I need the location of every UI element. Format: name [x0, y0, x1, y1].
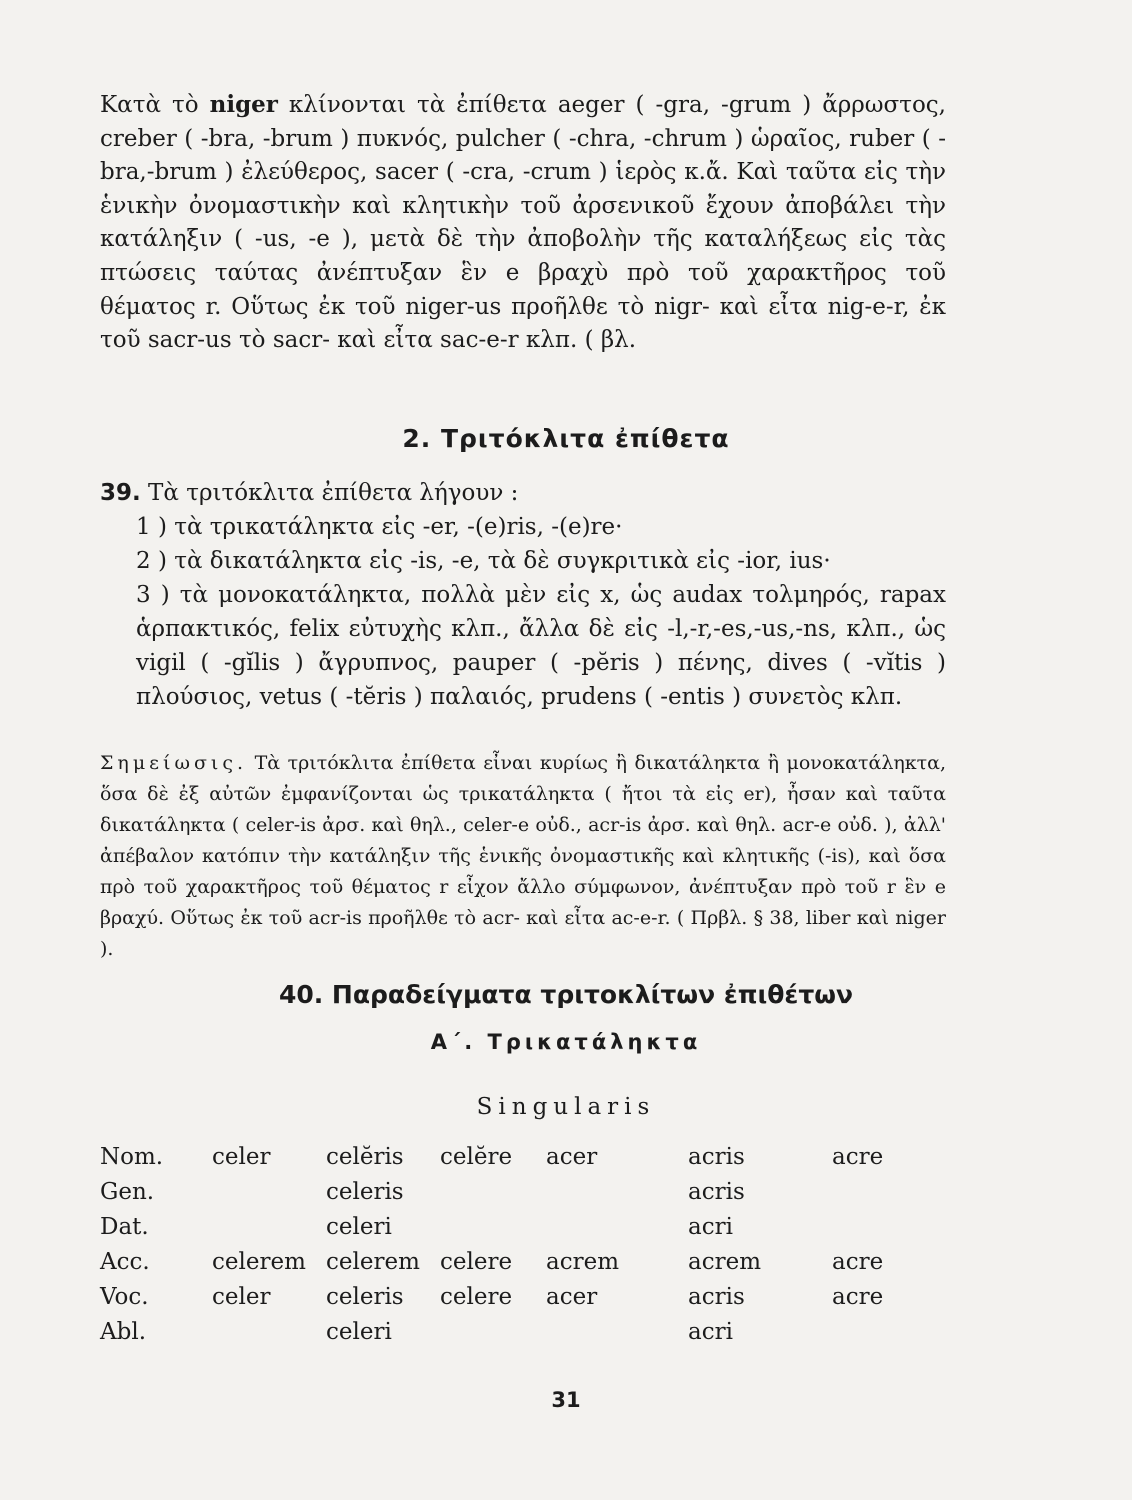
table-cell: celer: [212, 1144, 271, 1170]
section-39-item-1: 1 ) τὰ τρικατάληκτα εἰς -er, -(e)ris, -(e)re·: [136, 514, 623, 540]
table-case-label: Abl.: [100, 1319, 146, 1345]
table-cell: acrem: [546, 1249, 620, 1275]
table-cell: celeris: [326, 1284, 404, 1310]
table-cell: celere: [440, 1284, 513, 1310]
table-case-label: Voc.: [100, 1284, 149, 1310]
table-cell: acrem: [688, 1249, 762, 1275]
table-cell: acris: [688, 1144, 745, 1170]
section-39-lead: Τὰ τριτόκλιτα ἐπίθετα λήγουν :: [140, 480, 519, 506]
table-cell: celerem: [212, 1249, 306, 1275]
table-cell: celĕre: [440, 1144, 513, 1170]
table-case-label: Dat.: [100, 1214, 149, 1240]
table-cell: acer: [546, 1144, 598, 1170]
section-39-item-3: 3 ) τὰ μονοκατάληκτα, πολλὰ μὲν εἰς x, ὡς audax τολμηρός, rapax ἁρπακτικός, felix εὐτυχὴς κλπ., ἄλλα δὲ εἰς -l,-r,-es,-us,-ns, κλπ., ὡς vigil ( -gĭlis ) ἄγρυπνος, pauper ( -pĕris ) πένης, dives ( -vĭtis ) πλούσιος, vetus ( -tĕris ) παλαιός, prudens ( -entis ) συνετὸς κλπ.: [136, 582, 946, 710]
page-number: 31: [551, 1388, 581, 1412]
subheading-trikatalikta: Α΄. Τρικατάληκτα: [430, 1030, 702, 1054]
section-heading-2: 2. Τριτόκλιτα ἐπίθετα: [402, 424, 730, 453]
table-case-label: Gen.: [100, 1179, 155, 1205]
table-cell: acer: [546, 1284, 598, 1310]
note-paragraph: [100, 748, 946, 965]
table-cell: celer: [212, 1284, 271, 1310]
table-cell: acre: [832, 1144, 884, 1170]
table-case-label: Nom.: [100, 1144, 164, 1170]
intro-niger-bold: niger: [209, 91, 278, 118]
table-cell: celerem: [326, 1249, 420, 1275]
section-39-item-2: 2 ) τὰ δικατάληκτα εἰς -is, -e, τὰ δὲ συγκριτικὰ εἰς -ior, ius·: [136, 548, 831, 574]
singularis-label: Singularis: [476, 1094, 656, 1120]
intro-paragraph: [100, 88, 946, 358]
intro-text-3: . Οὕτως ἐκ τοῦ niger-us προῆλθε τὸ nigr- καὶ εἶτα nig-e-r, ἐκ τοῦ sacr-us τὸ sacr- καὶ εἶτα sac-e-r κλπ. ( βλ.: [100, 293, 946, 354]
table-cell: celeri: [326, 1214, 392, 1240]
table-cell: celĕris: [326, 1144, 404, 1170]
table-cell: celeris: [326, 1179, 404, 1205]
section-39-number: 39.: [100, 480, 141, 506]
table-cell: celere: [440, 1249, 513, 1275]
section-heading-40: 40. Παραδείγματα τριτοκλίτων ἐπιθέτων: [278, 980, 854, 1009]
section-39: [100, 476, 946, 714]
table-cell: acris: [688, 1179, 745, 1205]
section-39-lead-line: [100, 476, 946, 510]
table-cell: acre: [832, 1284, 884, 1310]
intro-text-1: Κατὰ τὸ: [100, 92, 210, 118]
note-label: Σημείωσις.: [100, 752, 248, 774]
table-cell: celeri: [326, 1319, 392, 1345]
table-cell: acris: [688, 1284, 745, 1310]
intro-r: r: [205, 293, 215, 320]
note-text: Τὰ τριτόκλιτα ἐπίθετα εἶναι κυρίως ἢ δικατάληκτα ἢ μονοκατάληκτα, ὅσα δὲ ἐξ αὐτῶν ἐμφανίζονται ὡς τρικατάληκτα ( ἤτοι τὰ εἰς er), ἦσαν καὶ ταῦτα δικατάληκτα ( celer-is ἀρσ. καὶ θηλ., celer-e οὐδ., acr-is ἀρσ. καὶ θηλ. acr-e οὐδ. ), ἀλλ' ἀπέβαλον κατόπιν τὴν κατάληξιν τῆς ἑνικῆς ὀνομαστικῆς καὶ κλητικῆς (-is), καὶ ὅσα πρὸ τοῦ χαρακτῆρος τοῦ θέματος r εἶχον ἄλλο σύμφωνον, ἀνέπτυξαν πρὸ τοῦ r ἓν e βραχύ. Οὕτως ἐκ τοῦ acr-is προῆλθε τὸ acr- καὶ εἶτα ac-e-r. ( Πρβλ. § 38, liber καὶ niger ).: [100, 752, 946, 960]
intro-text-2: κλίνονται τὰ ἐπίθετα aeger ( -gra, -grum ) ἄρρωστος, creber ( -bra, -brum ) πυκνός, pulcher ( -chra, -chrum ) ὡραῖος, ruber ( -bra,-brum ) ἐλεύθερος, sacer ( -cra, -crum ) ἱερὸς κ.ἄ. Καὶ ταῦτα εἰς τὴν ἑνικὴν ὀνομαστικὴν καὶ κλητικὴν τοῦ ἀρσενικοῦ ἔχουν ἀποβάλει τὴν κατάληξιν ( -us, -e ), μετὰ δὲ τὴν ἀποβολὴν τῆς καταλήξεως εἰς τὰς πτώσεις ταύτας ἀνέπτυξαν ἓν e βραχὺ πρὸ τοῦ χαρακτῆρος τοῦ θέματος: [100, 92, 946, 320]
table-cell: acre: [832, 1249, 884, 1275]
table-cell: acri: [688, 1214, 733, 1240]
table-case-label: Acc.: [100, 1249, 150, 1275]
table-cell: acri: [688, 1319, 733, 1345]
